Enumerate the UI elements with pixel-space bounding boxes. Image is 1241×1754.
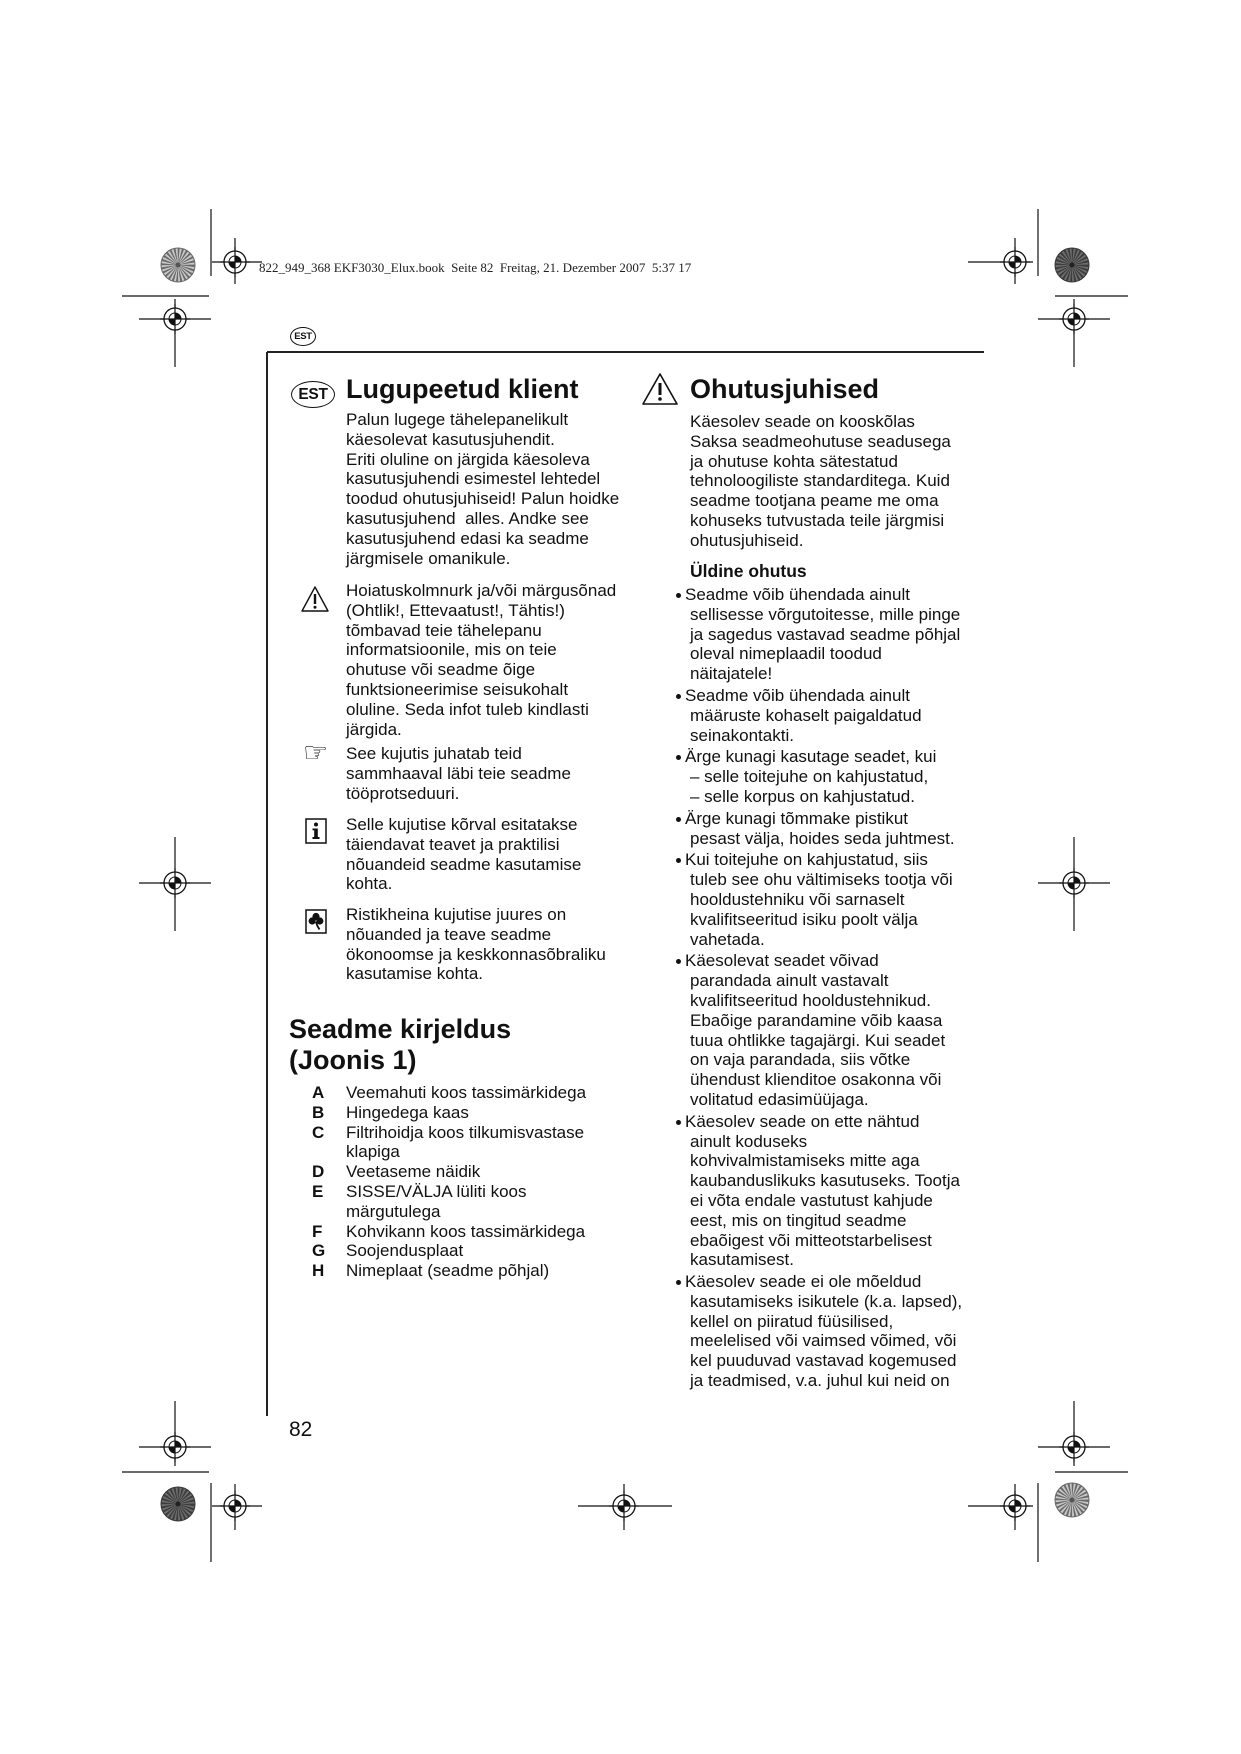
text-line: hooldustehniku või sarnaselt xyxy=(690,889,905,909)
bullet-text xyxy=(685,585,962,684)
part-label xyxy=(312,1222,586,1242)
print-header: 822_949_368 EKF3030_Elux.book Seite 82 Freitag, 21. Dezember 2007 5:37 17 xyxy=(259,260,692,275)
text-line: nõuanded ja teave seadme xyxy=(346,924,552,944)
subheading-general-safety: Üldine ohutus xyxy=(690,561,807,581)
part-letter: D xyxy=(312,1162,325,1182)
text-line: Hingedega kaas xyxy=(346,1102,469,1122)
part-label xyxy=(312,1103,586,1123)
hand-symbol-text xyxy=(346,744,571,803)
section-title-description xyxy=(289,1014,511,1076)
language-badge: EST xyxy=(290,327,316,346)
text-line: Veetaseme näidik xyxy=(346,1162,481,1182)
text-line: näitajatele! xyxy=(690,664,773,684)
safety-intro-paragraph xyxy=(690,412,951,551)
text-line: funktsioneerimise seisukohalt xyxy=(346,679,569,699)
registration-mark-icon xyxy=(160,1432,190,1462)
part-label xyxy=(312,1162,586,1182)
registration-mark-icon xyxy=(1059,1432,1089,1462)
part-letter: B xyxy=(312,1102,325,1122)
text-line: kasutusjuhendi esimestel lehtedel xyxy=(346,469,601,489)
text-line: Kohvikann koos tassimärkidega xyxy=(346,1221,586,1241)
text-line: käesolevat kasutusjuhendit. xyxy=(346,429,555,449)
part-label xyxy=(312,1123,586,1163)
text-line: volitatud edasimüüjaga. xyxy=(690,1089,869,1109)
list-item xyxy=(312,1103,586,1123)
section-title-safety: Ohutusjuhised xyxy=(690,374,879,404)
bullet-icon xyxy=(676,858,681,863)
bullet-text xyxy=(685,808,962,849)
bullet-item xyxy=(675,1112,962,1270)
part-letter: H xyxy=(312,1261,325,1281)
text-line: tuleb see ohu vältimiseks tootja või xyxy=(690,870,953,890)
text-line: Ärge kunagi tõmmake pistikut xyxy=(685,808,908,828)
text-line: ohutusjuhiseid. xyxy=(690,530,804,550)
text-line: Käesolev seade on ette nähtud xyxy=(685,1111,920,1131)
color-target-icon xyxy=(161,1487,195,1521)
header-rule xyxy=(267,351,984,353)
registration-mark-icon xyxy=(220,1491,250,1521)
text-line: määruste kohaselt paigaldatud xyxy=(690,705,922,725)
bullet-text xyxy=(685,685,962,745)
bullet-text xyxy=(685,747,962,806)
text-line: täiendavat teavet ja praktilisi xyxy=(346,834,560,854)
part-letter: C xyxy=(312,1122,325,1142)
bullet-text xyxy=(685,1111,962,1270)
text-line: informatsioonile, mis on teie xyxy=(346,640,557,660)
text-line: seadme tootjana peame me oma xyxy=(690,491,939,511)
bullet-icon xyxy=(676,1120,681,1125)
text-line: Seadme võib ühendada ainult xyxy=(685,685,910,705)
bullet-item xyxy=(675,850,962,949)
registration-mark-icon xyxy=(220,247,250,277)
bullet-item xyxy=(675,686,962,745)
text-line: Seadme võib ühendada ainult xyxy=(685,585,910,604)
text-line: järgmisele omanikule. xyxy=(346,548,511,568)
text-line: tõmbavad teie tähelepanu xyxy=(346,620,542,640)
text-line: (Ohtlik!, Ettevaatust!, Tähtis!) xyxy=(346,600,565,620)
text-line: Nimeplaat (seadme põhjal) xyxy=(346,1261,550,1281)
text-line: kohvivalmistamiseks mitte aga xyxy=(690,1151,920,1171)
text-line: sammhaaval läbi teie seadme xyxy=(346,763,571,783)
text-line: kellel on piiratud füüsilised, xyxy=(690,1311,894,1331)
part-label xyxy=(312,1261,586,1281)
part-letter: E xyxy=(312,1181,324,1201)
text-line: pesast välja, hoides seda juhtmest. xyxy=(690,828,955,848)
list-item xyxy=(312,1182,586,1222)
registration-mark-icon xyxy=(1059,304,1089,334)
warning-triangle-icon xyxy=(300,585,330,613)
section-title-line: (Joonis 1) xyxy=(289,1045,417,1075)
info-symbol-text xyxy=(346,815,581,894)
clover-icon xyxy=(305,909,327,934)
text-line: kohuseks tutvustada teile järgmisi xyxy=(690,510,945,530)
registration-mark-icon xyxy=(1000,1491,1030,1521)
section-language-badge: EST xyxy=(291,381,335,408)
text-line: tööprotseduuri. xyxy=(346,783,460,803)
list-item xyxy=(312,1222,586,1242)
text-line: oluline. Seda infot tuleb kindlasti xyxy=(346,699,589,719)
bullet-item xyxy=(675,747,962,806)
text-line: – selle toitejuhe on kahjustatud, xyxy=(690,767,929,787)
text-line: tehnoloogiliste standarditega. Kuid xyxy=(690,471,950,491)
list-item xyxy=(312,1123,586,1163)
bullet-text xyxy=(685,951,962,1109)
greeting-paragraph xyxy=(346,410,619,568)
text-line: Veemahuti koos tassimärkidega xyxy=(346,1083,587,1102)
text-line: tuua ohtlikke tagajärgi. Kui seadet xyxy=(690,1030,946,1050)
text-line: Kui toitejuhe on kahjustatud, siis xyxy=(685,850,928,870)
text-line: nõuandeid seadme kasutamise xyxy=(346,854,582,874)
text-line: kasutusjuhend edasi ka seadme xyxy=(346,528,589,548)
text-line: seinakontakti. xyxy=(690,725,794,745)
text-line: ökonoomse ja keskkonnasõbraliku xyxy=(346,944,606,964)
safety-bullet-list xyxy=(675,585,962,1391)
pointing-hand-icon xyxy=(303,739,328,767)
bullet-icon xyxy=(676,959,681,964)
text-line: ühendust klienditoe osakonna või xyxy=(690,1070,942,1090)
registration-mark-icon xyxy=(1000,247,1030,277)
registration-mark-icon xyxy=(160,304,190,334)
text-line: ei võta endale vastutust kahjude xyxy=(690,1190,933,1210)
text-line: märgutulega xyxy=(346,1201,441,1221)
text-line: kasutamisest. xyxy=(690,1250,794,1270)
registration-mark-icon xyxy=(160,868,190,898)
text-line: kasutamise kohta. xyxy=(346,964,484,984)
bullet-icon xyxy=(676,1280,681,1285)
text-line: vahetada. xyxy=(690,929,765,949)
clover-symbol-text xyxy=(346,905,606,984)
text-line: kel puuduvad vastavad kogemused xyxy=(690,1351,957,1371)
text-line: ebaõigest või mitteotstarbelisest xyxy=(690,1230,932,1250)
bullet-icon xyxy=(676,755,681,760)
color-target-icon xyxy=(1055,248,1089,282)
list-item xyxy=(312,1083,586,1103)
bullet-icon xyxy=(676,817,681,822)
color-target-icon xyxy=(1055,1483,1089,1517)
text-line: Ärge kunagi kasutage seadet, kui xyxy=(685,747,937,767)
part-label xyxy=(312,1083,586,1103)
list-item xyxy=(312,1261,586,1281)
part-label xyxy=(312,1241,586,1261)
text-line: – selle korpus on kahjustatud. xyxy=(690,786,915,806)
text-line: kasutamiseks isikutele (k.a. lapsed), xyxy=(690,1291,963,1311)
bullet-item xyxy=(675,951,962,1109)
section-title-line: Seadme kirjeldus xyxy=(289,1014,512,1044)
page-number: 82 xyxy=(289,1418,313,1441)
text-line: Eriti oluline on järgida käesoleva xyxy=(346,449,590,469)
text-line: meelelised või vaimsed võimed, või xyxy=(690,1331,957,1351)
text-line: Käesolev seade on kooskõlas xyxy=(690,412,915,431)
text-line: kvalifitseeritud isiku poolt välja xyxy=(690,909,918,929)
text-line: klapiga xyxy=(346,1142,400,1162)
text-line: Käesolev seade ei ole mõeldud xyxy=(685,1272,922,1292)
text-line: kaubanduslikuks kasutuseks. Tootja xyxy=(690,1171,960,1191)
text-line: oleval nimeplaadil toodud xyxy=(690,644,882,664)
text-line: Hoiatuskolmnurk ja/või märgusõnad xyxy=(346,581,617,600)
part-letter: F xyxy=(312,1221,323,1241)
text-line: on vaja parandada, siis võtke xyxy=(690,1050,911,1070)
bullet-icon xyxy=(676,694,681,699)
text-line: Selle kujutise kõrval esitatakse xyxy=(346,815,578,834)
bullet-text xyxy=(685,1272,963,1391)
text-line: järgida. xyxy=(346,719,402,739)
color-target-icon xyxy=(161,248,195,282)
text-line: Soojendusplaat xyxy=(346,1241,464,1261)
text-line: See kujutis juhatab teid xyxy=(346,744,522,763)
registration-mark-icon xyxy=(609,1491,639,1521)
text-line: kvalifitseeritud hooldustehnikud. xyxy=(690,990,931,1010)
info-icon xyxy=(305,818,327,844)
list-item xyxy=(312,1162,586,1182)
text-line: eest, mis on tingitud seadme xyxy=(690,1210,907,1230)
text-line: SISSE/VÄLJA lüliti koos xyxy=(346,1181,527,1201)
bullet-icon xyxy=(676,593,681,598)
bullet-text xyxy=(685,850,962,949)
text-line: Saksa seadmeohutuse seadusega xyxy=(690,431,951,451)
warning-symbol-text xyxy=(346,581,616,739)
warning-triangle-icon xyxy=(641,372,679,406)
part-letter: G xyxy=(312,1241,326,1261)
parts-list xyxy=(312,1083,586,1281)
bullet-item xyxy=(675,1272,962,1391)
text-line: kasutusjuhend alles. Andke see xyxy=(346,508,589,528)
margin-rule xyxy=(266,352,268,1416)
section-title-greeting: Lugupeetud klient xyxy=(346,374,579,404)
text-line: Ebaõige parandamine võib kaasa xyxy=(690,1010,943,1030)
text-line: Ristikheina kujutise juures on xyxy=(346,905,567,924)
text-line: Filtrihoidja koos tilkumisvastase xyxy=(346,1122,585,1142)
text-line: kohta. xyxy=(346,874,393,894)
bullet-item xyxy=(675,809,962,849)
text-line: ja teadmised, v.a. juhul kui neid on xyxy=(690,1371,950,1391)
text-line: ja ohutuse kohta sätestatud xyxy=(690,451,898,471)
text-line: Palun lugege tähelepanelikult xyxy=(346,410,569,429)
part-label xyxy=(312,1182,586,1222)
list-item xyxy=(312,1241,586,1261)
text-line: parandada ainult vastavalt xyxy=(690,971,889,991)
bullet-item xyxy=(675,585,962,684)
text-line: ohutuse või seadme õige xyxy=(346,660,536,680)
part-letter: A xyxy=(312,1083,325,1102)
text-line: Käesolevat seadet võivad xyxy=(685,951,879,971)
text-line: sellisesse võrgutoitesse, mille pinge xyxy=(690,604,961,624)
registration-mark-icon xyxy=(1059,868,1089,898)
text-line: ja sagedus vastavad seadme põhjal xyxy=(690,624,961,644)
text-line: toodud ohutusjuhiseid! Palun hoidke xyxy=(346,489,620,509)
text-line: ainult koduseks xyxy=(690,1131,808,1151)
